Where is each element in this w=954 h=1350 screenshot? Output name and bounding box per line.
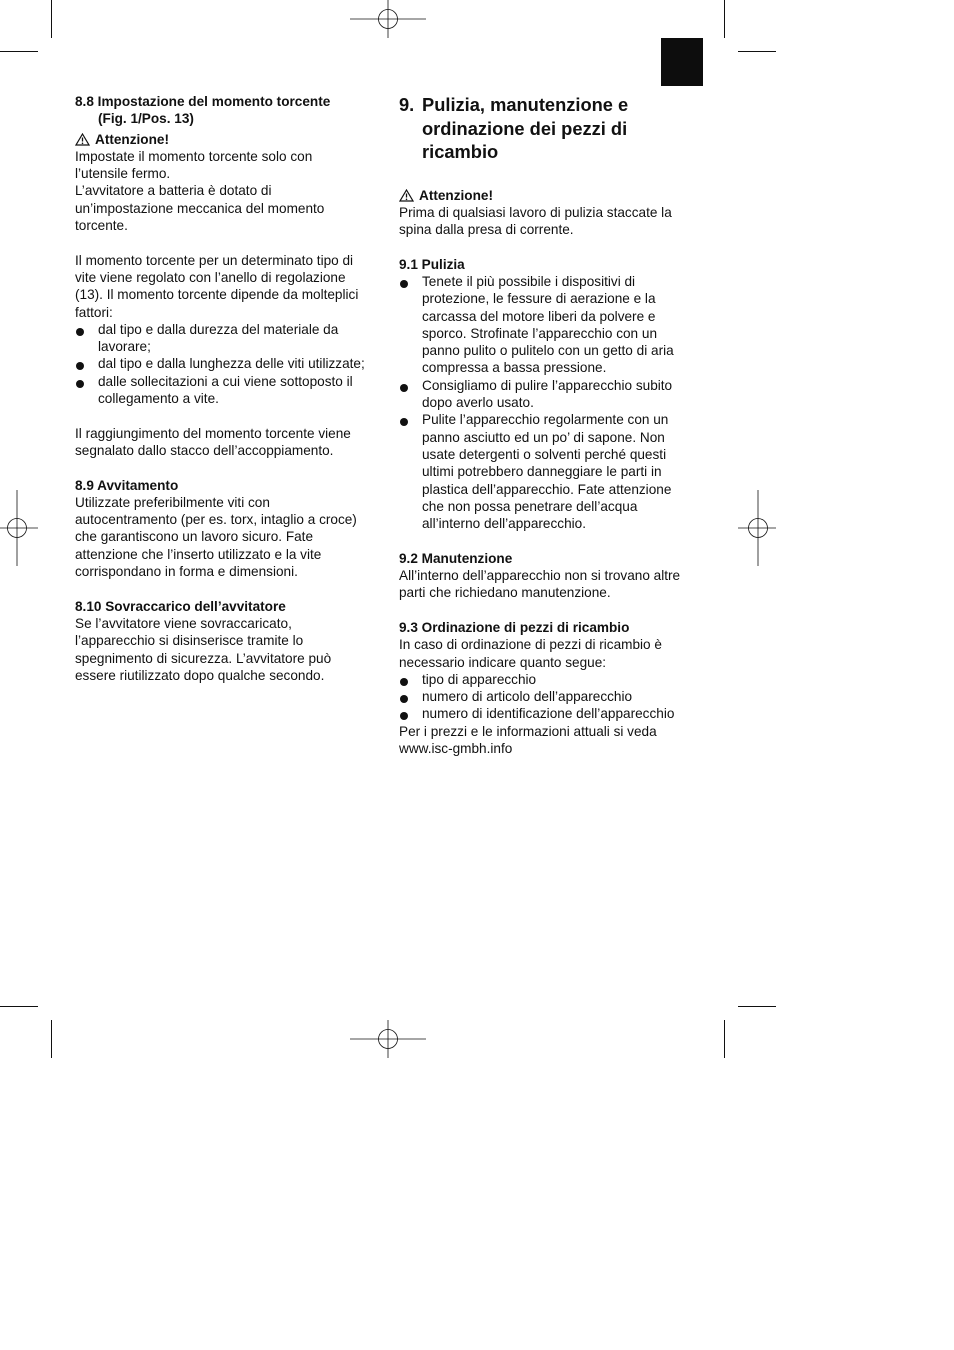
right-column	[399, 93, 709, 757]
section-9-2-heading: 9.2 Manutenzione	[399, 550, 513, 566]
section-8-8-heading-ref: (Fig. 1/Pos. 13)	[98, 111, 194, 127]
left-column	[75, 93, 385, 684]
paragraph: All’interno dell’apparecchio non si trovano altre parti che richiedano manutenzione.	[399, 568, 681, 601]
website-url: www.isc-gmbh.info	[399, 741, 513, 756]
paragraph: Utilizzate preferibilmente viti con autocentramento (per es. torx, intaglio a croce) che garantiscono un lavoro sicuro. Fate attenzione che l’inserto utilizzato e la vite corrispondano in forma e dimensioni.	[75, 494, 357, 580]
paragraph: Il raggiungimento del momento torcente viene segnalato dallo stacco dell’accoppiamento.	[75, 425, 351, 458]
section-9-number: 9.	[399, 94, 415, 115]
section-8-8-heading: 8.8 Impostazione del momento torcente (Fig. 1/Pos. 13)	[75, 94, 331, 127]
bullet-list	[75, 321, 385, 407]
section-9-3-heading: 9.3 Ordinazione di pezzi di ricambio	[399, 619, 630, 635]
language-tab	[661, 38, 703, 86]
crop-mark	[0, 1006, 38, 1007]
paragraph: L’avvitatore a batteria è dotato di un’impostazione meccanica del momento torcente.	[75, 183, 325, 234]
bullet-list	[399, 273, 709, 532]
section-8-9-heading: 8.9 Avvitamento	[75, 477, 179, 493]
warning-label: Attenzione!	[419, 187, 494, 203]
paragraph: Prima di qualsiasi lavoro di pulizia staccate la spina dalla presa di corrente.	[399, 204, 672, 238]
warning-note	[75, 131, 385, 148]
paragraph: Se l’avvitatore viene sovraccaricato, l’apparecchio si disinserisce tramite lo spegnimento di sicurezza. L’avvitatore può essere riutilizzato dopo qualche secondo.	[75, 615, 332, 683]
crop-mark	[51, 1020, 52, 1058]
registration-mark-bottom	[348, 1020, 428, 1060]
registration-mark-left	[0, 488, 40, 568]
crop-mark	[738, 51, 776, 52]
list-item: Consigliamo di pulire l’apparecchio subito dopo averlo usato.	[399, 377, 709, 412]
paragraph: Il momento torcente per un determinato tipo di vite viene regolato con l’anello di regolazione (13). Il momento torcente dipende da molteplici fattori:	[75, 252, 359, 320]
warning-triangle-icon	[399, 189, 414, 202]
list-item: numero di identificazione dell’apparecchio	[399, 705, 709, 722]
list-item: numero di articolo dell’apparecchio	[399, 688, 709, 705]
list-item: Pulite l’apparecchio regolarmente con un panno asciutto ed un po’ di sapone. Non usate detergenti o solventi perché questi ultimi potrebbero danneggiare le parti in plastica dell’apparecchio. Fate attenzione che non possa penetrare dell’acqua all’interno dell’apparecchio.	[399, 411, 709, 532]
crop-mark	[51, 0, 52, 38]
list-item: tipo di apparecchio	[399, 671, 709, 688]
paragraph: Impostate il momento torcente solo con l’utensile fermo.	[75, 148, 313, 182]
list-item: dal tipo e dalla durezza del materiale da lavorare;	[75, 321, 385, 356]
list-item: Tenete il più possibile i dispositivi di protezione, le fessure di aerazione e la carcassa del motore liberi da polvere e sporco. Strofinate l’apparecchio con un panno pulito o pulitelo con un getto di aria compressa a bassa pressione.	[399, 273, 709, 377]
section-9-1-heading: 9.1 Pulizia	[399, 256, 465, 272]
registration-mark-right	[738, 488, 778, 568]
registration-mark-top	[348, 0, 428, 40]
paragraph: Per i prezzi e le informazioni attuali si veda www.isc-gmbh.info	[399, 723, 657, 756]
crop-mark	[738, 1006, 776, 1007]
section-9-title	[399, 93, 709, 164]
list-item: dal tipo e dalla lunghezza delle viti utilizzate;	[75, 355, 385, 372]
bullet-list	[399, 671, 709, 723]
crop-mark	[724, 0, 725, 38]
warning-triangle-icon	[75, 133, 90, 146]
warning-label: Attenzione!	[95, 131, 170, 147]
section-8-10-heading: 8.10 Sovraccarico dell’avvitatore	[75, 598, 286, 614]
crop-mark	[0, 51, 38, 52]
crop-mark	[724, 1020, 725, 1058]
list-item: dalle sollecitazioni a cui viene sottoposto il collegamento a vite.	[75, 373, 385, 408]
paragraph: In caso di ordinazione di pezzi di ricambio è necessario indicare quanto segue:	[399, 637, 662, 670]
warning-note	[399, 187, 709, 204]
section-9-title-text: Pulizia, manutenzione e ordinazione dei pezzi di ricambio	[422, 94, 629, 162]
